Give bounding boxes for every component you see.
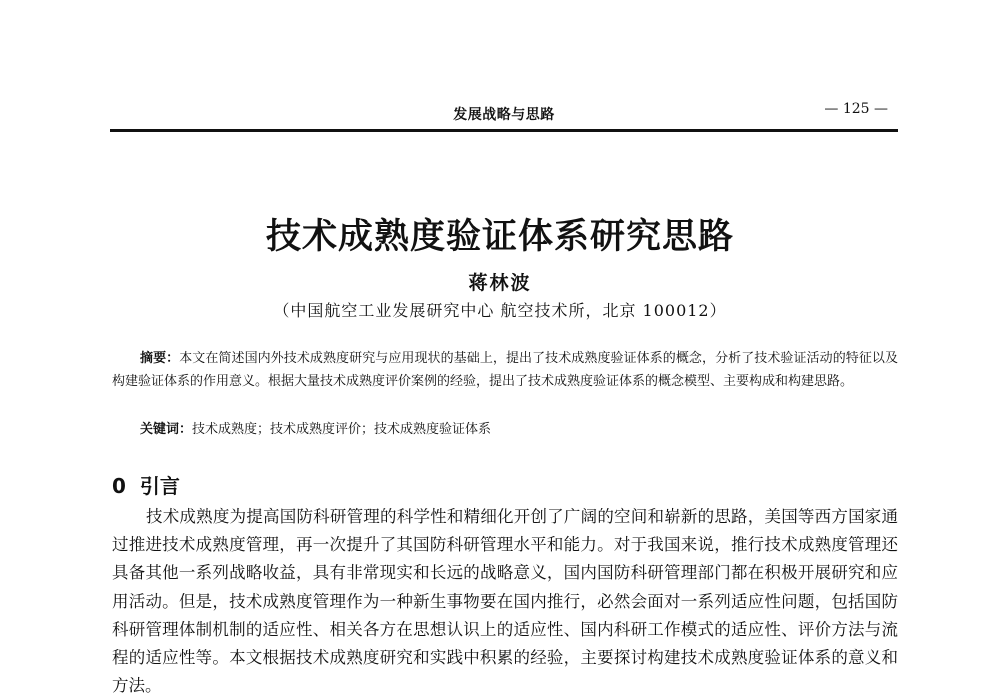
author-affiliation: （中国航空工业发展研究中心 航空技术所，北京 100012）	[273, 301, 727, 320]
keywords-label: 关键词：	[140, 422, 193, 437]
paper-title: 技术成熟度验证体系研究思路	[265, 217, 734, 258]
section-title: 引言	[139, 474, 180, 498]
running-header	[110, 101, 898, 123]
author-name: 蒋林波	[468, 272, 532, 294]
header-rule	[110, 129, 898, 132]
running-header-section-name: 发展战略与思路	[453, 107, 555, 123]
keywords-text: 技术成熟度；技术成熟度评价；技术成熟度验证体系	[192, 422, 492, 437]
body-paragraph: 技术成熟度为提高国防科研管理的科学性和精细化开创了广阔的空间和崭新的思路，美国等西方国家通过推进技术成熟度管理，再一次提升了其国防科研管理水平和能力。对于我国来说，推行技术成熟度管理还具备其他一系列战略收益，具有非常现实和长远的战略意义，国内国防科研管理部门都在积极开展研究和应用活动。但是，技术成熟度管理作为一种新生事物要在国内推行，必然会面对一系列适应性问题，包括国防科研管理体制机制的适应性、相关各方在思想认识上的适应性、国内科研工作模式的适应性、评价方法与流程的适应性等。本文根据技术成熟度研究和实践中积累的经验，主要探讨构建技术成熟度验证体系的意义和方法。	[112, 507, 898, 696]
abstract	[112, 347, 898, 393]
abstract-label: 摘要：	[140, 351, 180, 366]
section-number: 0	[112, 474, 126, 498]
section-heading	[112, 470, 180, 499]
abstract-text: 本文在简述国内外技术成熟度研究与应用现状的基础上，提出了技术成熟度验证体系的概念，分析了技术验证活动的特征以及构建验证体系的作用意义。根据大量技术成熟度评价案例的经验，提出了技术成熟度验证体系的概念模型、主要构成和构建思路。	[112, 351, 898, 389]
page-number: — 125 —	[824, 101, 888, 117]
keywords	[140, 418, 898, 441]
